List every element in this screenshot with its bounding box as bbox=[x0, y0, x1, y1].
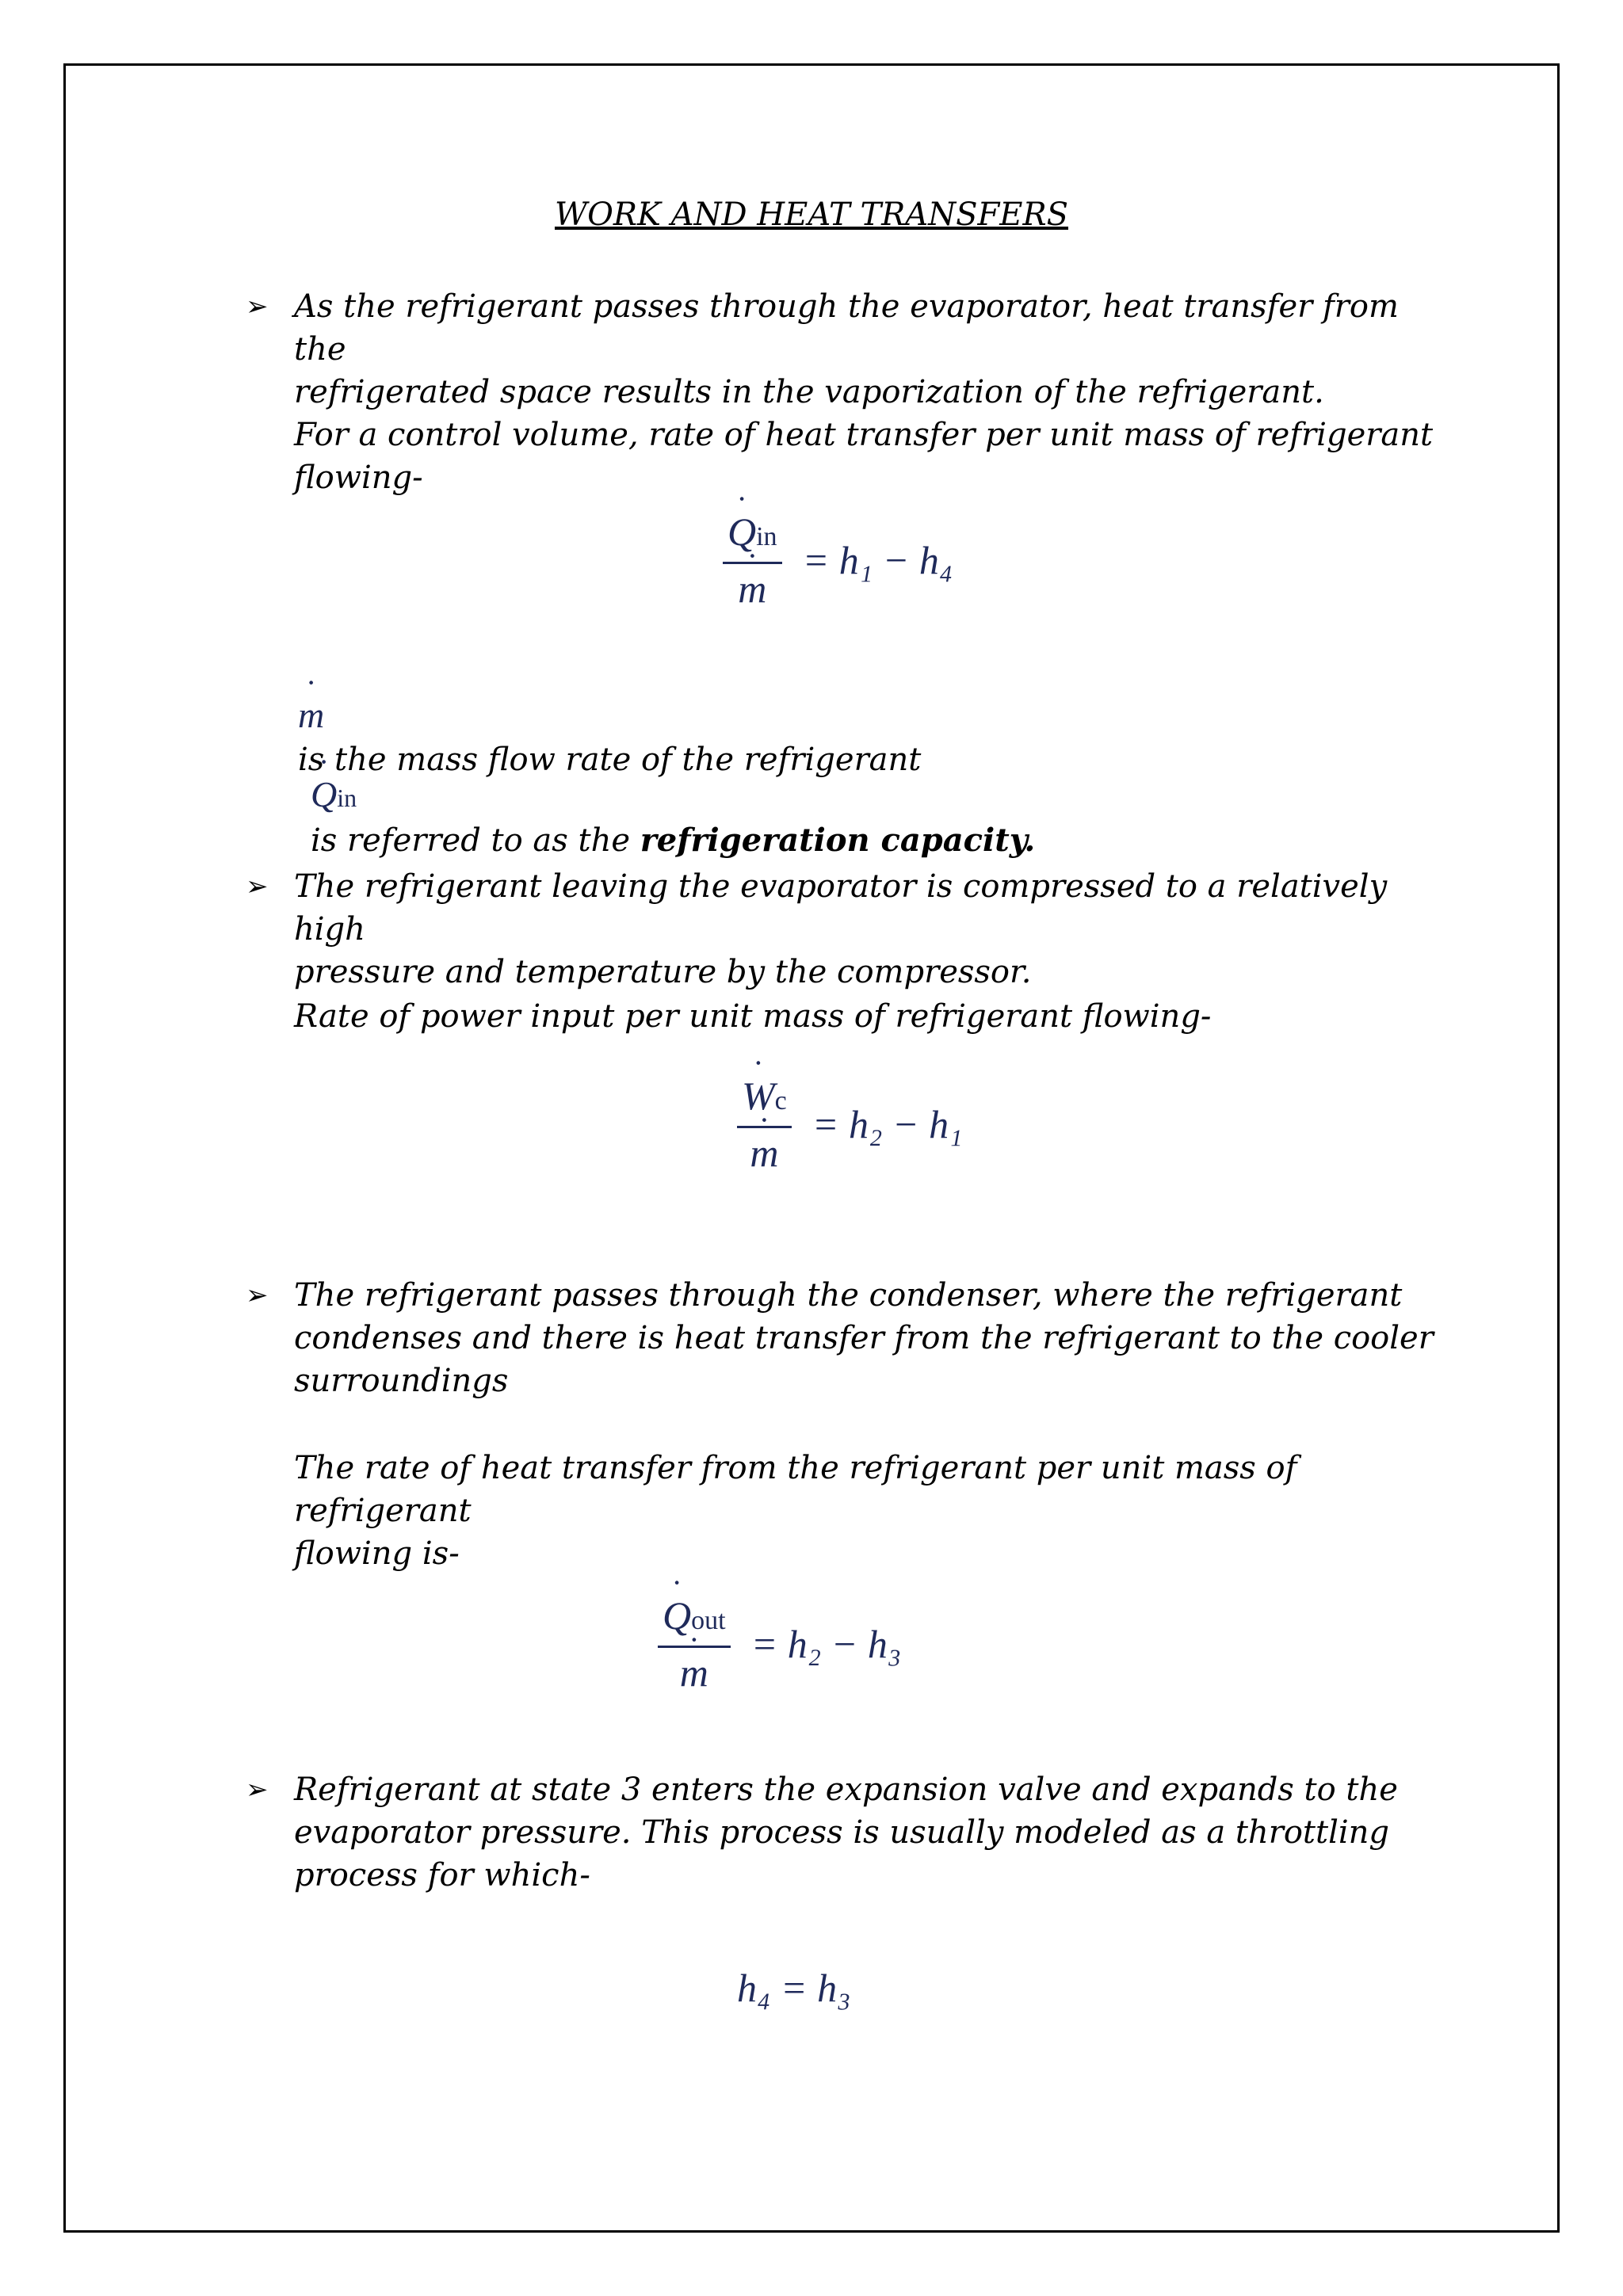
bullet-marker: ➢ bbox=[246, 1280, 269, 1311]
page-title: WORK AND HEAT TRANSFERS bbox=[554, 196, 1069, 233]
refrigeration-capacity-note: ˙ Qin is referred to as the refrigeration capacity. bbox=[311, 730, 1452, 862]
section-3-subtext: The rate of heat transfer from the refrigerant per unit mass of refrigerant flowing is- bbox=[294, 1450, 1297, 1572]
equation-condenser-heat: ˙ Qout ˙ m = h₂ − h₃ bbox=[658, 1591, 901, 1697]
bullet-marker: ➢ bbox=[246, 291, 269, 322]
mass-flow-note: ˙ m is the mass flow rate of the refrigerant bbox=[298, 651, 1439, 781]
section-2-subtext: Rate of power input per unit mass of refrigerant flowing- bbox=[294, 998, 1212, 1035]
section-1-subtext: For a control volume, rate of heat transfer per unit mass of refrigerant flowing- bbox=[294, 417, 1434, 496]
section-3-intro: The refrigerant passes through the condenser, where the refrigerant condenses and there is heat transfer from the refrigerant to the cooler surroundings bbox=[294, 1277, 1434, 1399]
bullet-marker: ➢ bbox=[246, 871, 269, 902]
equation-throttling: h₄ = h₃ bbox=[737, 1966, 851, 2010]
section-1-intro: As the refrigerant passes through the evaporator, heat transfer from the refrigerated space results in the vaporization of the refrigerant. bbox=[294, 288, 1399, 410]
equation-compressor-work: ˙ Wc ˙ m = h₂ − h₁ bbox=[737, 1071, 963, 1177]
section-2-intro: The refrigerant leaving the evaporator is compressed to a relatively high pressure and temperature by the compressor. bbox=[294, 868, 1388, 990]
bullet-marker: ➢ bbox=[246, 1774, 269, 1806]
section-4-intro: Refrigerant at state 3 enters the expansion valve and expands to the evaporator pressure. This process is usually modeled as a throttling process for which- bbox=[294, 1772, 1398, 1894]
equation-refrigeration-capacity: ˙ Qin ˙ m = h₁ − h₄ bbox=[723, 507, 953, 613]
